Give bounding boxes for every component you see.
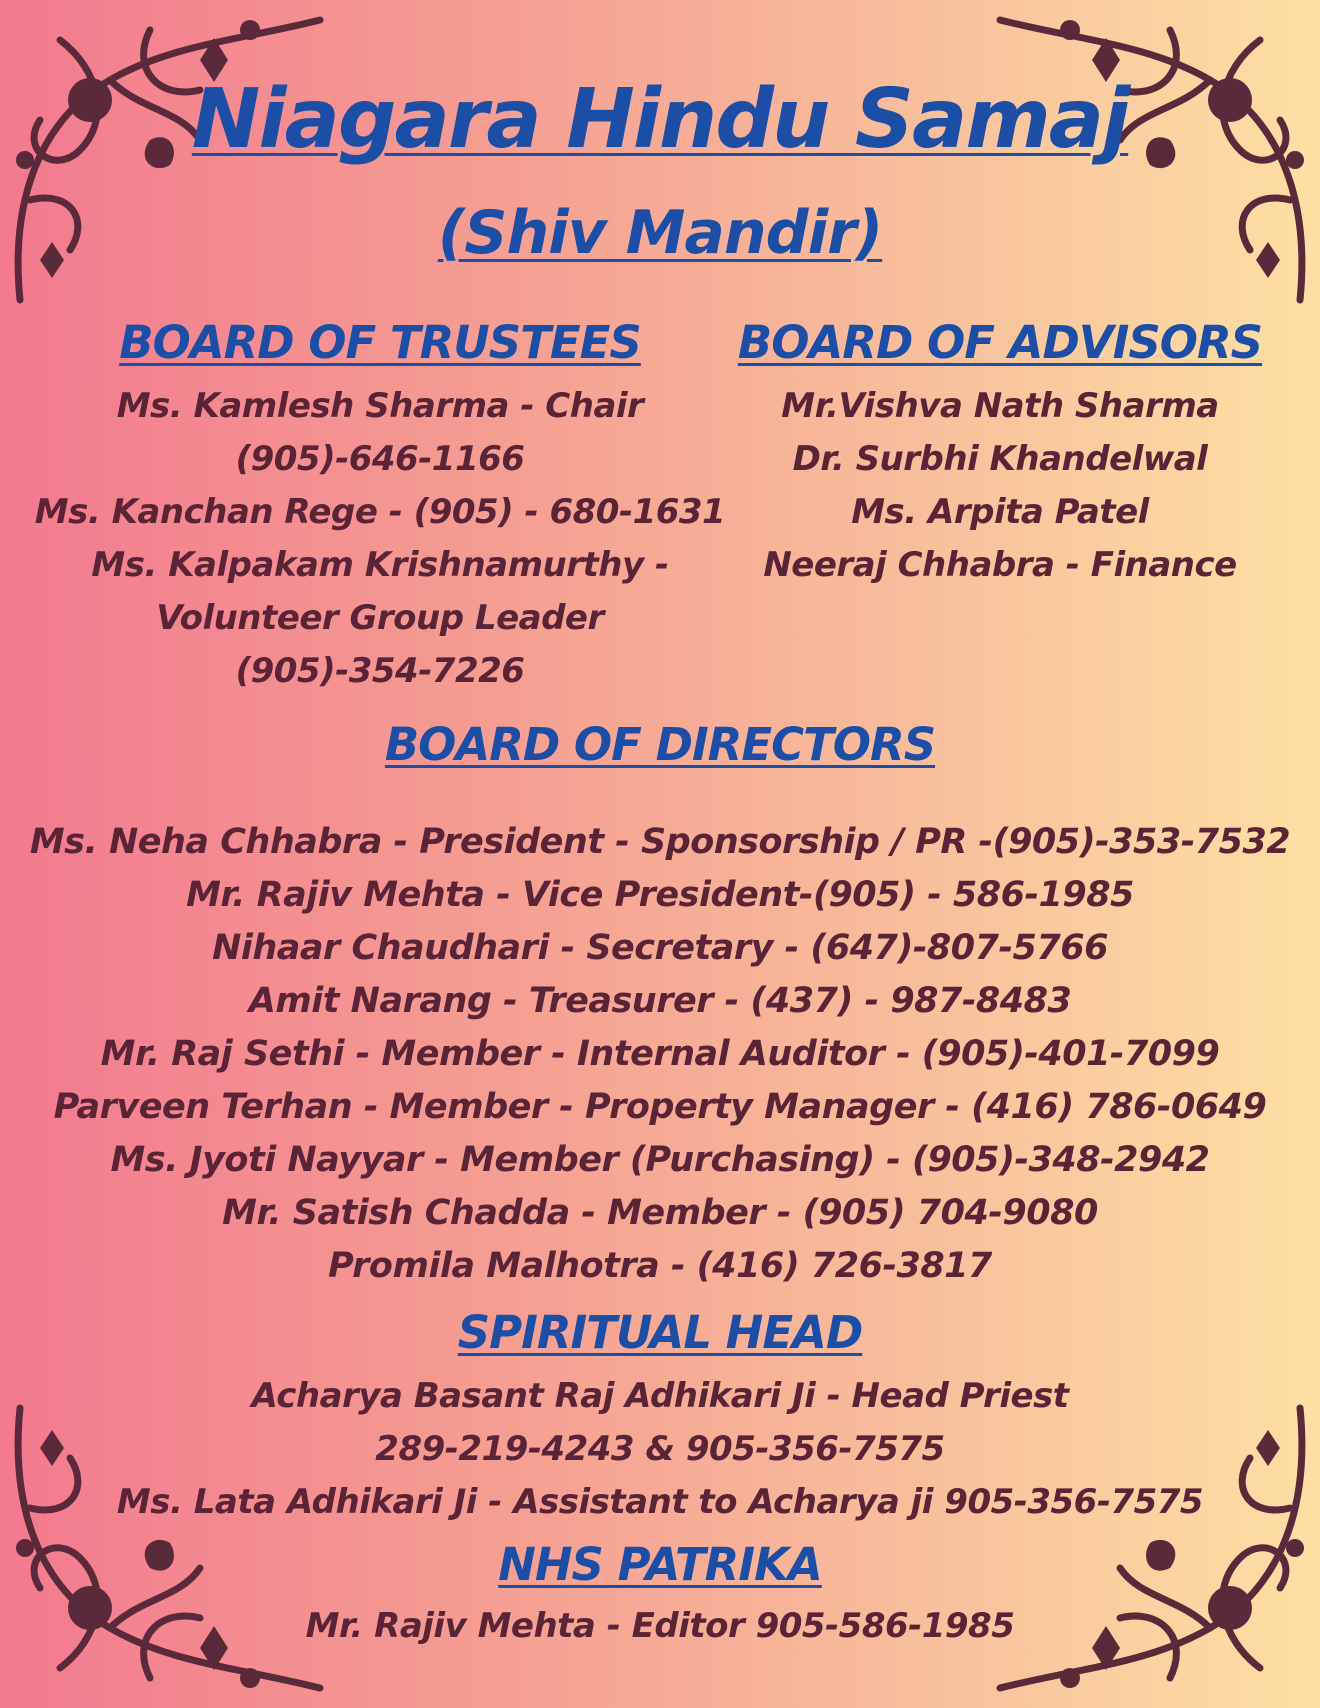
- director-line: Ms. Neha Chhabra - President - Sponsorship / PR -(905)-353-7532: [29, 822, 1291, 862]
- page-title: Niagara Hindu Samaj: [191, 72, 1129, 167]
- spiritual-line: Acharya Basant Raj Adhikari Ji - Head Priest: [251, 1376, 1069, 1416]
- patrika-heading: NHS PATRIKA: [498, 1538, 822, 1591]
- trustee-line: Ms. Kamlesh Sharma - Chair: [116, 386, 644, 426]
- trustee-line: Ms. Kanchan Rege - (905) - 680-1631: [34, 492, 726, 532]
- advisor-line: Ms. Arpita Patel: [851, 492, 1149, 532]
- directors-heading: BOARD OF DIRECTORS: [384, 718, 936, 771]
- director-line: Mr. Raj Sethi - Member - Internal Auditor - (905)-401-7099: [100, 1034, 1220, 1074]
- director-line: Promila Malhotra - (416) 726-3817: [328, 1246, 992, 1286]
- advisor-line: Mr.Vishva Nath Sharma: [781, 386, 1219, 426]
- trustees-heading: BOARD OF TRUSTEES: [119, 316, 641, 369]
- director-line: Ms. Jyoti Nayyar - Member (Purchasing) - (905)-348-2942: [110, 1140, 1210, 1180]
- director-line: Mr. Rajiv Mehta - Vice President-(905) - 586-1985: [186, 875, 1134, 915]
- director-line: Amit Narang - Treasurer - (437) - 987-8483: [248, 981, 1072, 1021]
- trustee-line: (905)-354-7226: [235, 651, 525, 691]
- page-subtitle: (Shiv Mandir): [437, 198, 883, 268]
- director-line: Mr. Satish Chadda - Member - (905) 704-9080: [222, 1193, 1098, 1233]
- spiritual-heading: SPIRITUAL HEAD: [457, 1306, 863, 1359]
- spiritual-line: Ms. Lata Adhikari Ji - Assistant to Acharya ji 905-356-7575: [116, 1482, 1204, 1522]
- floral-corner-ornament-icon: [980, 0, 1320, 340]
- director-line: Parveen Terhan - Member - Property Manager - (416) 786-0649: [53, 1087, 1267, 1127]
- director-line: Nihaar Chaudhari - Secretary - (647)-807-5766: [212, 928, 1108, 968]
- trustee-line: (905)-646-1166: [235, 439, 525, 479]
- trustee-line: Ms. Kalpakam Krishnamurthy -: [91, 545, 669, 585]
- trustee-line: Volunteer Group Leader: [156, 598, 604, 638]
- patrika-line: Mr. Rajiv Mehta - Editor 905-586-1985: [305, 1606, 1015, 1646]
- floral-corner-ornament-icon: [0, 0, 340, 340]
- advisors-heading: BOARD OF ADVISORS: [737, 316, 1263, 369]
- advisor-line: Dr. Surbhi Khandelwal: [792, 439, 1208, 479]
- advisor-line: Neeraj Chhabra - Finance: [763, 545, 1237, 585]
- spiritual-line: 289-219-4243 & 905-356-7575: [375, 1429, 945, 1469]
